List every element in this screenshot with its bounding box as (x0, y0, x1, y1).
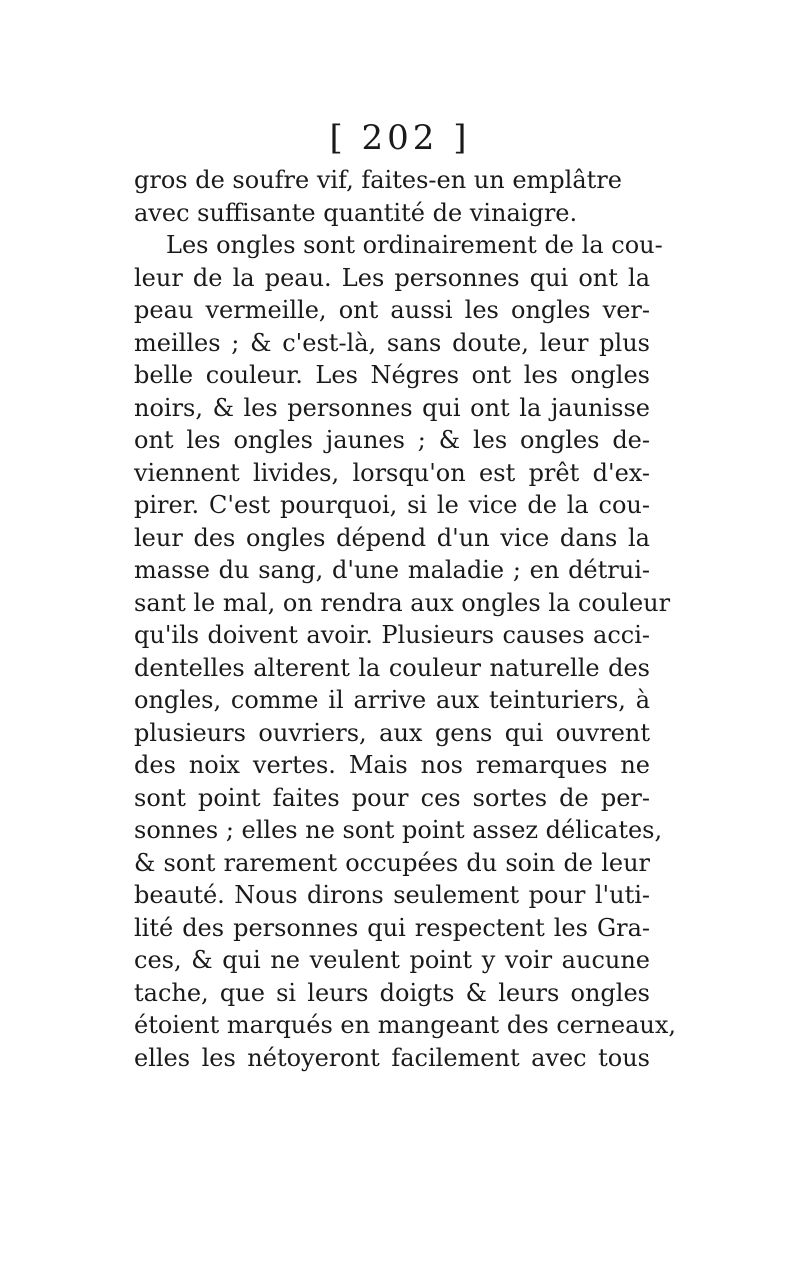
text-line: dentelles alterent la couleur naturelle des (134, 653, 650, 682)
text-line: ongles, comme il arrive aux teinturiers, à (134, 686, 650, 714)
text-line: avec suffisante quantité de vinaigre. (134, 198, 578, 227)
text-line: viennent livides, lorsqu'on est prêt d'ex- (134, 458, 650, 487)
text-line: ont les ongles jaunes ; & les ongles de- (134, 426, 650, 454)
text-line: pirer. C'est pourquoi, si le vice de la cou- (134, 491, 650, 519)
text-line: beauté. Nous dirons seulement pour l'uti- (134, 881, 650, 909)
text-line: elles les nétoyeront facilement avec tous (134, 1043, 650, 1072)
body-text (134, 164, 677, 1074)
page-number: [ 202 ] (329, 118, 471, 158)
text-line: sant le mal, on rendra aux ongles la couleur (134, 588, 671, 617)
text-line: Les ongles sont ordinairement de la cou- (166, 231, 663, 259)
text-line: leur de la peau. Les personnes qui ont la (134, 263, 650, 292)
text-line: & sont rarement occupées du soin de leur (134, 848, 650, 877)
text-line: meilles ; & c'est-là, sans doute, leur plus (134, 328, 650, 357)
text-line: qu'ils doivent avoir. Plusieurs causes acci- (134, 621, 650, 649)
text-line: peau vermeille, ont aussi les ongles ver- (134, 296, 650, 324)
text-line: sont point faites pour ces sortes de per- (134, 783, 650, 812)
text-line: noirs, & les personnes qui ont la jaunisse (134, 393, 650, 422)
text-line: plusieurs ouvriers, aux gens qui ouvrent (134, 718, 650, 747)
text-line: leur des ongles dépend d'un vice dans la (134, 523, 650, 552)
text-line: lité des personnes qui respectent les Gra- (134, 913, 650, 942)
text-line: tache, que si leurs doigts & leurs ongles (134, 978, 650, 1007)
text-line: des noix vertes. Mais nos remarques ne (134, 751, 650, 779)
text-line: gros de soufre vif, faites-en un emplâtre (134, 166, 622, 194)
text-line: sonnes ; elles ne sont point assez délicates, (134, 816, 663, 844)
text-line: étoient marqués en mangeant des cerneaux, (134, 1011, 677, 1039)
text-line: ces, & qui ne veulent point y voir aucune (134, 946, 650, 974)
text-line: belle couleur. Les Négres ont les ongles (134, 361, 650, 389)
text-line: masse du sang, d'une maladie ; en détrui- (134, 556, 650, 584)
